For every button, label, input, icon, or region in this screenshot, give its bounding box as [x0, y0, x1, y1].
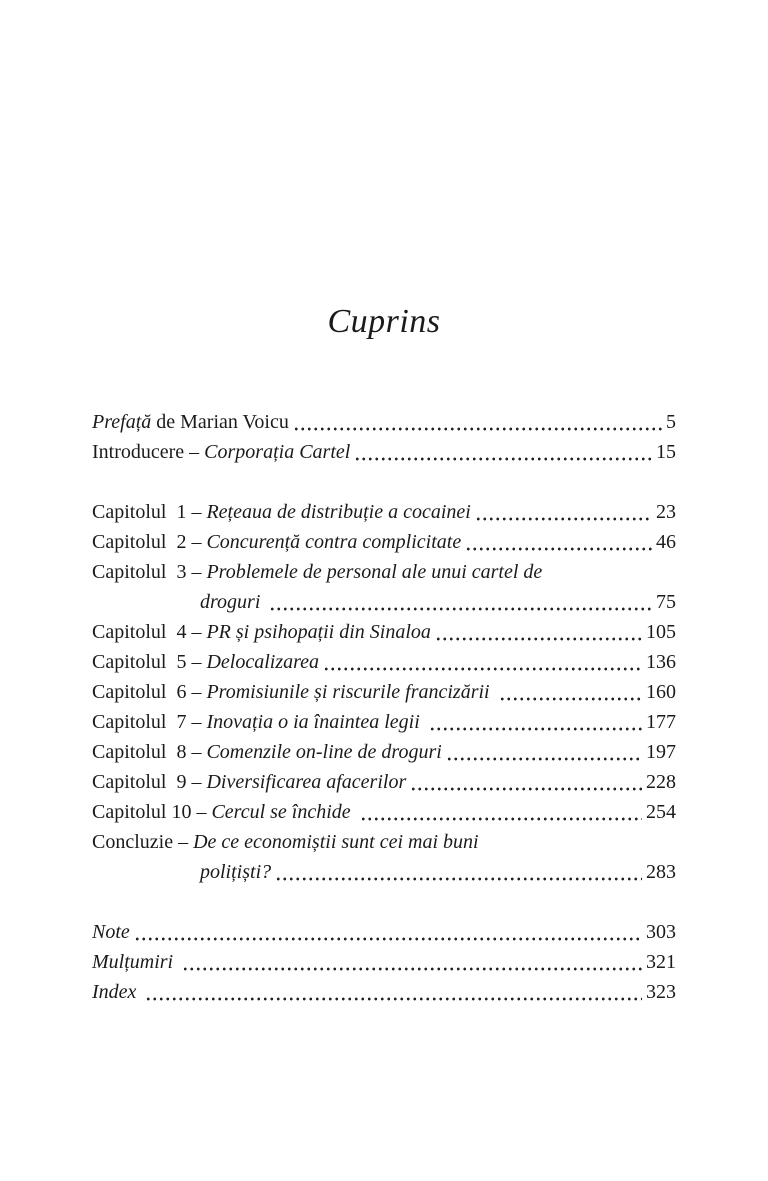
page-number: 177 [646, 711, 676, 733]
toc-entry [92, 917, 676, 947]
page-title: Cuprins [327, 303, 441, 340]
toc-gap [92, 887, 676, 917]
toc-text-segment: Problemele de personal ale unui cartel de [206, 561, 543, 583]
toc-text-segment: polițiști? [200, 861, 272, 883]
dotted-leader [410, 767, 642, 797]
toc-text-segment: Capitolul 4 – [92, 621, 207, 643]
page-number: 197 [646, 741, 676, 763]
toc-entry-label [92, 497, 471, 527]
toc-entry [92, 407, 676, 437]
toc-entry-label [92, 407, 289, 437]
dotted-leader [429, 707, 642, 737]
toc-entry [92, 977, 676, 1007]
toc-entry-label [92, 737, 442, 767]
toc-text-segment: Capitolul 1 – [92, 501, 207, 523]
toc-text-segment: Inovația o ia înaintea legii [206, 711, 425, 733]
toc-entry [92, 797, 676, 827]
toc-entry [92, 857, 676, 887]
page-number: 15 [656, 441, 676, 463]
toc-text-segment: De ce economiștii sunt cei mai buni [193, 831, 479, 853]
page-number: 323 [646, 981, 676, 1003]
toc-entry-label [92, 677, 495, 707]
dotted-leader [354, 437, 652, 467]
toc-text-segment: Capitolul 8 – [92, 741, 207, 763]
toc-entry [92, 557, 676, 587]
toc-entry [92, 737, 676, 767]
toc-text-segment: Note [92, 921, 130, 943]
page-number: 75 [656, 591, 676, 613]
dotted-leader [465, 527, 652, 557]
toc-entry-label [92, 647, 319, 677]
toc-entry-label [92, 947, 178, 977]
page-number: 228 [646, 771, 676, 793]
toc-entry-label [92, 707, 425, 737]
page-number: 23 [656, 501, 676, 523]
dotted-leader [446, 737, 642, 767]
toc-text-segment: Comenzile on-line de droguri [206, 741, 442, 763]
toc-entry-label [92, 797, 356, 827]
toc-entry [92, 527, 676, 557]
toc-entry-label [92, 557, 542, 587]
table-of-contents [92, 407, 676, 1007]
page-number: 283 [646, 861, 676, 883]
toc-text-segment: Capitolul 9 – [92, 771, 207, 793]
dotted-leader [134, 917, 642, 947]
toc-entry-label [92, 827, 479, 857]
toc-entry [92, 827, 676, 857]
toc-text-segment: Capitolul 10 – [92, 801, 212, 823]
toc-text-segment: Rețeaua de distribuție a cocainei [206, 501, 471, 523]
page-number: 105 [646, 621, 676, 643]
toc-entry-label [200, 857, 271, 887]
toc-entry [92, 497, 676, 527]
page-number: 5 [666, 411, 676, 433]
toc-entry [92, 767, 676, 797]
dotted-leader [360, 797, 642, 827]
toc-text-segment: Prefață [92, 411, 152, 433]
page-number: 321 [646, 951, 676, 973]
toc-text-segment: droguri [200, 591, 266, 613]
toc-text-segment: Promisiunile și riscurile francizării [206, 681, 495, 703]
toc-text-segment: Cercul se închide [211, 801, 356, 823]
dotted-leader [499, 677, 642, 707]
dotted-leader [145, 977, 642, 1007]
toc-text-segment: Mulțumiri [92, 951, 179, 973]
toc-entry-label [92, 917, 130, 947]
toc-entry [92, 677, 676, 707]
toc-entry [92, 707, 676, 737]
toc-text-segment: Concurență contra complicitate [206, 531, 462, 553]
toc-entry [92, 437, 676, 467]
toc-entry-label [92, 977, 141, 1007]
dotted-leader [182, 947, 642, 977]
toc-text-segment: Diversificarea afacerilor [206, 771, 407, 793]
dotted-leader [293, 407, 662, 437]
toc-entry-label [92, 437, 350, 467]
toc-text-segment: de Marian Voicu [151, 411, 289, 433]
toc-text-segment: Delocalizarea [206, 651, 320, 673]
dotted-leader [475, 497, 652, 527]
page-number: 46 [656, 531, 676, 553]
toc-text-segment: Index [92, 981, 142, 1003]
toc-text-segment: Capitolul 3 – [92, 561, 207, 583]
toc-entry-label [92, 527, 461, 557]
toc-text-segment: PR și psihopații din Sinaloa [206, 621, 431, 643]
toc-text-segment: Corporația Cartel [204, 441, 351, 463]
toc-text-segment: Capitolul 7 – [92, 711, 207, 733]
page-number: 254 [646, 801, 676, 823]
toc-entry [92, 947, 676, 977]
toc-text-segment: Capitolul 2 – [92, 531, 207, 553]
toc-text-segment: Capitolul 5 – [92, 651, 207, 673]
page-number: 160 [646, 681, 676, 703]
toc-text-segment: Concluzie – [92, 831, 194, 853]
toc-text-segment: Introducere – [92, 441, 205, 463]
toc-entry-label [92, 617, 431, 647]
page-number: 136 [646, 651, 676, 673]
toc-entry-label [200, 587, 265, 617]
toc-entry [92, 587, 676, 617]
dotted-leader [435, 617, 642, 647]
toc-entry [92, 617, 676, 647]
dotted-leader [323, 647, 642, 677]
dotted-leader [269, 587, 652, 617]
toc-gap [92, 467, 676, 497]
toc-text-segment: Capitolul 6 – [92, 681, 207, 703]
page-number: 303 [646, 921, 676, 943]
toc-entry-label [92, 767, 406, 797]
toc-entry [92, 647, 676, 677]
dotted-leader [275, 857, 642, 887]
